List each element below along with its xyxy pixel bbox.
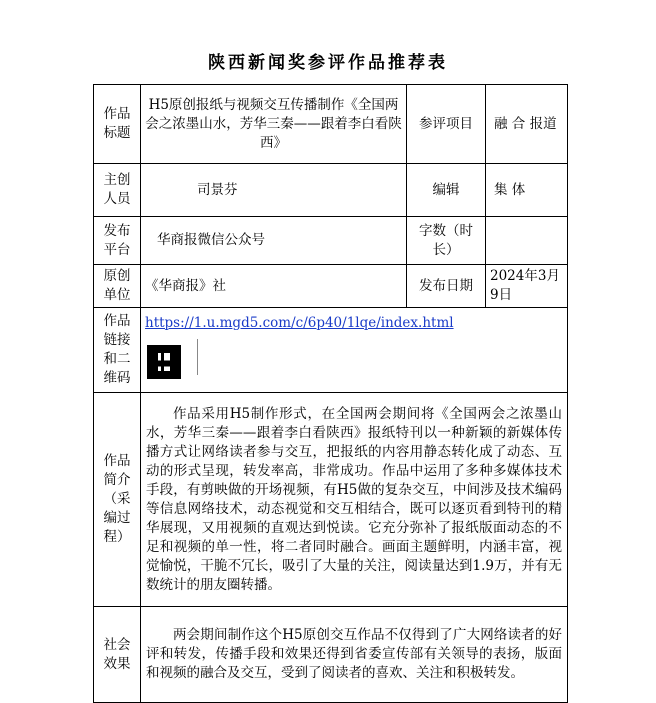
effect-text: 两会期间制作这个H5原创交互作品不仅得到了广大网络读者的好评和转发，传播手段和效果还得到省委宣传部有关领导的表扬，版面和视频的融合及交互，受到了阅读者的喜欢、关注和积极转发。 [141, 607, 568, 703]
intro-label: 作品简介（采编过程） [94, 393, 141, 607]
link-label: 作品链接和二维码 [94, 308, 141, 393]
link-cell [141, 308, 568, 393]
row-work-title [94, 85, 568, 164]
category-value: 融 合 报道 [486, 85, 568, 164]
length-value [486, 217, 568, 265]
work-title-value: H5原创报纸与视频交互传播制作《全国两会之浓墨山水，芳华三秦——跟着李白看陕西》 [141, 85, 407, 164]
row-unit [94, 265, 568, 308]
date-value: 2024年3月9日 [486, 265, 568, 308]
editor-value: 集 体 [486, 164, 568, 217]
row-effect [94, 607, 568, 703]
work-title-label: 作品标题 [94, 85, 141, 164]
platform-value: 华商报微信公众号 [141, 217, 407, 265]
recommendation-form-table [93, 84, 568, 703]
row-platform [94, 217, 568, 265]
row-link [94, 308, 568, 393]
unit-label: 原创单位 [94, 265, 141, 308]
creator-label: 主创人员 [94, 164, 141, 217]
qr-code-icon[interactable] [147, 345, 181, 379]
page-title: 陕西新闻奖参评作品推荐表 [208, 53, 448, 73]
row-intro [94, 393, 568, 607]
creator-value: 司景芬 [141, 164, 407, 217]
category-label: 参评项目 [407, 85, 486, 164]
intro-text: 作品采用H5制作形式，在全国两会期间将《全国两会之浓墨山水，芳华三秦——跟着李白看陕西》报纸特刊以一种新颖的新媒体传播方式让网络读者参与交互，把报纸的内容用静态转化成了动态、互动的形式呈现，转发率高，非常成功。作品中运用了多种多媒体技术手段，有剪映做的开场视频，有H5做的复杂交互，中间涉及技术编码等信息网络技术，动态视觉和交互相结合，既可以逐页看到特刊的精华展现，又用视频的直观达到悦读。它充分弥补了报纸版面动态的不足和视频的单一性，将二者同时融合。画面主题鲜明，内涵丰富，视觉愉悦，干脆不冗长，吸引了大量的关注，阅读量达到1.9万，并有无数统计的朋友圈转播。 [141, 393, 568, 607]
unit-value: 《华商报》社 [141, 265, 407, 308]
row-creator [94, 164, 568, 217]
platform-label: 发布平台 [94, 217, 141, 265]
length-label: 字数（时长） [407, 217, 486, 265]
qr-code-area [145, 333, 563, 379]
divider [197, 339, 198, 375]
editor-label: 编辑 [407, 164, 486, 217]
effect-label: 社会效果 [94, 607, 141, 703]
work-link[interactable]: https://1.u.mgd5.com/c/6p40/1lqe/index.html [145, 315, 454, 331]
date-label: 发布日期 [407, 265, 486, 308]
